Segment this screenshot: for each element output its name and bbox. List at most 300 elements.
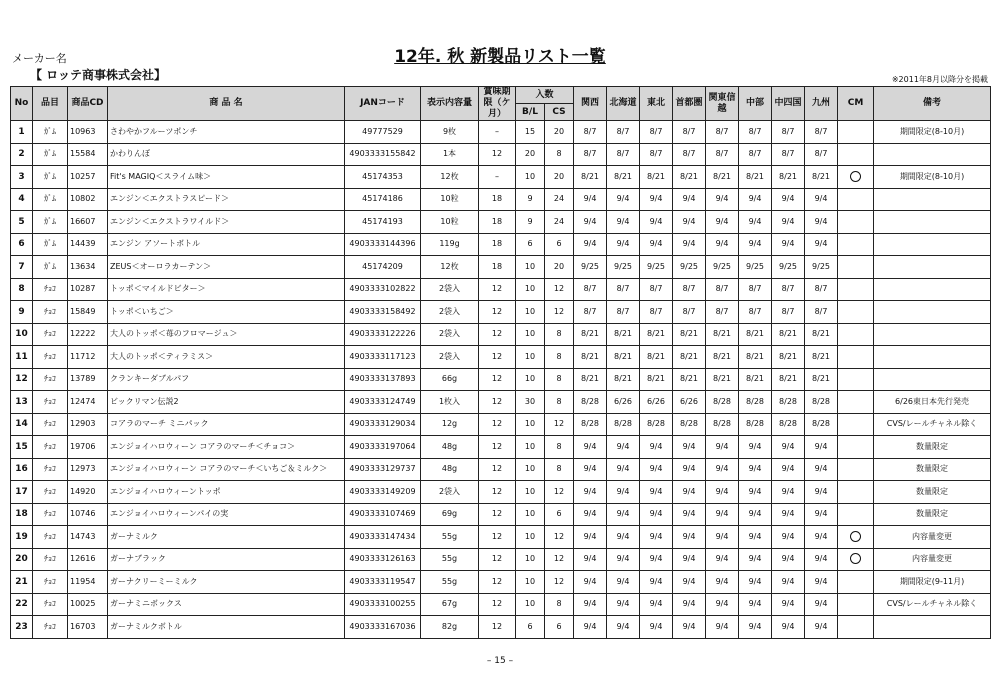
content-cell: 12枚 <box>421 256 479 279</box>
product-code-cell: 10963 <box>68 121 108 144</box>
cm-cell <box>838 121 874 144</box>
jan-code-cell: 4903333107469 <box>345 503 421 526</box>
cs-cell: 20 <box>545 121 574 144</box>
date-tohoku-cell: 8/7 <box>640 121 673 144</box>
jan-code-cell: 4903333100255 <box>345 593 421 616</box>
bl-cell: 10 <box>516 166 545 189</box>
content-cell: 66g <box>421 368 479 391</box>
jan-code-cell: 4903333117123 <box>345 346 421 369</box>
row-number: 9 <box>11 301 33 324</box>
date-kansai-cell: 9/4 <box>574 548 607 571</box>
product-name-cell: さわやかフルーツポンチ <box>108 121 345 144</box>
cs-cell: 12 <box>545 278 574 301</box>
row-number: 4 <box>11 188 33 211</box>
date-shutoken-cell: 8/28 <box>673 413 706 436</box>
date-shutoken-cell: 8/21 <box>673 368 706 391</box>
table-row <box>11 211 991 234</box>
date-kanto-shinetsu-cell: 8/21 <box>706 166 739 189</box>
date-hokkaido-cell: 9/4 <box>607 503 640 526</box>
shelf-life-cell: 12 <box>479 593 516 616</box>
date-shutoken-cell: 9/4 <box>673 481 706 504</box>
cs-cell: 6 <box>545 616 574 639</box>
product-code-cell: 13634 <box>68 256 108 279</box>
table-row <box>11 436 991 459</box>
date-kanto-shinetsu-cell: 8/7 <box>706 278 739 301</box>
date-kanto-shinetsu-cell: 9/4 <box>706 571 739 594</box>
date-kansai-cell: 8/7 <box>574 121 607 144</box>
date-kansai-cell: 9/25 <box>574 256 607 279</box>
date-chubu-cell: 9/4 <box>739 571 772 594</box>
date-chubu-cell: 9/4 <box>739 593 772 616</box>
date-chubu-cell: 9/4 <box>739 503 772 526</box>
shelf-life-cell: 12 <box>479 481 516 504</box>
product-name-cell: エンジョイハロウィーンパイの実 <box>108 503 345 526</box>
date-chubu-cell: 8/21 <box>739 368 772 391</box>
content-cell: 48g <box>421 436 479 459</box>
date-tohoku-cell: 9/4 <box>640 188 673 211</box>
category-cell: ﾁｮｺ <box>33 548 68 571</box>
date-kanto-shinetsu-cell: 8/21 <box>706 323 739 346</box>
date-chushikoku-cell: 8/21 <box>772 346 805 369</box>
remarks-cell: CVS/レールチャネル除く <box>874 413 991 436</box>
date-shutoken-cell: 9/4 <box>673 436 706 459</box>
table-row <box>11 391 991 414</box>
shelf-life-cell: 18 <box>479 256 516 279</box>
date-tohoku-cell: 9/4 <box>640 503 673 526</box>
content-cell: 82g <box>421 616 479 639</box>
bl-cell: 15 <box>516 121 545 144</box>
content-cell: 1本 <box>421 143 479 166</box>
date-shutoken-cell: 8/7 <box>673 278 706 301</box>
date-chushikoku-cell: 9/4 <box>772 188 805 211</box>
content-cell: 2袋入 <box>421 346 479 369</box>
category-cell: ﾁｮｺ <box>33 526 68 549</box>
product-code-cell: 14743 <box>68 526 108 549</box>
cs-cell: 8 <box>545 391 574 414</box>
product-name-cell: エンジョイハロウィーントッポ <box>108 481 345 504</box>
content-cell: 55g <box>421 548 479 571</box>
jan-code-cell: 4903333149209 <box>345 481 421 504</box>
date-hokkaido-cell: 8/21 <box>607 323 640 346</box>
category-cell: ｶﾞﾑ <box>33 233 68 256</box>
bl-cell: 10 <box>516 481 545 504</box>
date-kyushu-cell: 8/21 <box>805 323 838 346</box>
remarks-cell: 数量限定 <box>874 503 991 526</box>
date-chubu-cell: 9/4 <box>739 458 772 481</box>
content-cell: 2袋入 <box>421 301 479 324</box>
date-hokkaido-cell: 9/4 <box>607 616 640 639</box>
date-tohoku-cell: 9/4 <box>640 548 673 571</box>
date-kyushu-cell: 9/25 <box>805 256 838 279</box>
date-chubu-cell: 8/7 <box>739 301 772 324</box>
date-kyushu-cell: 8/7 <box>805 121 838 144</box>
date-chushikoku-cell: 8/28 <box>772 413 805 436</box>
date-kyushu-cell: 9/4 <box>805 211 838 234</box>
date-hokkaido-cell: 9/4 <box>607 436 640 459</box>
remarks-cell <box>874 301 991 324</box>
cm-cell <box>838 571 874 594</box>
content-cell: 2袋入 <box>421 278 479 301</box>
row-number: 13 <box>11 391 33 414</box>
product-code-cell: 12474 <box>68 391 108 414</box>
col-chushikoku: 中四国 <box>772 87 805 121</box>
date-hokkaido-cell: 9/4 <box>607 481 640 504</box>
bl-cell: 6 <box>516 233 545 256</box>
jan-code-cell: 4903333147434 <box>345 526 421 549</box>
product-table <box>10 86 991 639</box>
content-cell: 48g <box>421 458 479 481</box>
table-row <box>11 548 991 571</box>
table-row <box>11 458 991 481</box>
date-chubu-cell: 9/4 <box>739 481 772 504</box>
product-name-cell: かわりんぼ <box>108 143 345 166</box>
date-tohoku-cell: 9/4 <box>640 481 673 504</box>
listing-note: ※2011年8月以降分を掲載 <box>891 75 988 84</box>
row-number: 14 <box>11 413 33 436</box>
date-tohoku-cell: 9/4 <box>640 593 673 616</box>
cm-cell <box>838 323 874 346</box>
table-row <box>11 256 991 279</box>
shelf-life-cell: 12 <box>479 458 516 481</box>
product-code-cell: 12222 <box>68 323 108 346</box>
date-kansai-cell: 9/4 <box>574 458 607 481</box>
bl-cell: 30 <box>516 391 545 414</box>
row-number: 3 <box>11 166 33 189</box>
cm-cell <box>838 616 874 639</box>
table-row <box>11 278 991 301</box>
bl-cell: 10 <box>516 368 545 391</box>
product-name-cell: エンジン アソートボトル <box>108 233 345 256</box>
cm-circle-icon <box>850 171 861 182</box>
date-hokkaido-cell: 9/25 <box>607 256 640 279</box>
content-cell: 1枚入 <box>421 391 479 414</box>
jan-code-cell: 4903333129737 <box>345 458 421 481</box>
row-number: 20 <box>11 548 33 571</box>
col-jan: JANコード <box>345 87 421 121</box>
date-kanto-shinetsu-cell: 9/4 <box>706 458 739 481</box>
shelf-life-cell: 18 <box>479 211 516 234</box>
date-tohoku-cell: 8/21 <box>640 346 673 369</box>
product-name-cell: ガーナミニボックス <box>108 593 345 616</box>
col-kyushu: 九州 <box>805 87 838 121</box>
table-row <box>11 346 991 369</box>
row-number: 5 <box>11 211 33 234</box>
product-code-cell: 10802 <box>68 188 108 211</box>
maker-label: メーカー名 <box>12 52 67 65</box>
cs-cell: 8 <box>545 346 574 369</box>
col-remarks: 備考 <box>874 87 991 121</box>
col-cm: CM <box>838 87 874 121</box>
date-kanto-shinetsu-cell: 9/4 <box>706 211 739 234</box>
product-name-cell: エンジョイハロウィーン コアラのマーチ＜いちご＆ミルク＞ <box>108 458 345 481</box>
date-chushikoku-cell: 9/4 <box>772 233 805 256</box>
cs-cell: 12 <box>545 301 574 324</box>
date-kanto-shinetsu-cell: 9/4 <box>706 616 739 639</box>
date-tohoku-cell: 9/4 <box>640 616 673 639</box>
product-code-cell: 15584 <box>68 143 108 166</box>
jan-code-cell: 45174186 <box>345 188 421 211</box>
date-kansai-cell: 8/28 <box>574 413 607 436</box>
shelf-life-cell: 12 <box>479 346 516 369</box>
date-tohoku-cell: 9/4 <box>640 526 673 549</box>
date-kansai-cell: 9/4 <box>574 503 607 526</box>
date-chubu-cell: 9/4 <box>739 188 772 211</box>
product-name-cell: ビックリマン伝説2 <box>108 391 345 414</box>
remarks-cell <box>874 188 991 211</box>
date-chushikoku-cell: 9/4 <box>772 436 805 459</box>
date-kyushu-cell: 9/4 <box>805 233 838 256</box>
table-row <box>11 571 991 594</box>
table-row <box>11 368 991 391</box>
bl-cell: 10 <box>516 436 545 459</box>
product-code-cell: 10287 <box>68 278 108 301</box>
product-rows <box>11 121 991 639</box>
date-kyushu-cell: 9/4 <box>805 458 838 481</box>
date-tohoku-cell: 8/21 <box>640 368 673 391</box>
product-name-cell: トッポ＜いちご＞ <box>108 301 345 324</box>
product-code-cell: 12903 <box>68 413 108 436</box>
category-cell: ﾁｮｺ <box>33 571 68 594</box>
content-cell: 69g <box>421 503 479 526</box>
product-code-cell: 19706 <box>68 436 108 459</box>
product-code-cell: 16607 <box>68 211 108 234</box>
col-chubu: 中部 <box>739 87 772 121</box>
date-kansai-cell: 8/21 <box>574 166 607 189</box>
date-kanto-shinetsu-cell: 9/25 <box>706 256 739 279</box>
content-cell: 10粒 <box>421 211 479 234</box>
cm-cell <box>838 278 874 301</box>
product-name-cell: ガーナミルク <box>108 526 345 549</box>
product-code-cell: 11954 <box>68 571 108 594</box>
category-cell: ｶﾞﾑ <box>33 211 68 234</box>
category-cell: ﾁｮｺ <box>33 413 68 436</box>
product-code-cell: 12973 <box>68 458 108 481</box>
col-code: 商品CD <box>68 87 108 121</box>
jan-code-cell: 4903333167036 <box>345 616 421 639</box>
date-chushikoku-cell: 8/21 <box>772 323 805 346</box>
date-chushikoku-cell: 8/21 <box>772 368 805 391</box>
remarks-cell <box>874 233 991 256</box>
date-hokkaido-cell: 9/4 <box>607 188 640 211</box>
date-kansai-cell: 9/4 <box>574 616 607 639</box>
row-number: 17 <box>11 481 33 504</box>
jan-code-cell: 4903333144396 <box>345 233 421 256</box>
date-chushikoku-cell: 8/7 <box>772 143 805 166</box>
cm-cell <box>838 436 874 459</box>
shelf-life-cell: 12 <box>479 413 516 436</box>
remarks-cell: 数量限定 <box>874 436 991 459</box>
date-chushikoku-cell: 8/7 <box>772 278 805 301</box>
bl-cell: 10 <box>516 503 545 526</box>
date-kyushu-cell: 9/4 <box>805 548 838 571</box>
cs-cell: 6 <box>545 503 574 526</box>
shelf-life-cell: 18 <box>479 188 516 211</box>
date-hokkaido-cell: 8/28 <box>607 413 640 436</box>
remarks-cell: 数量限定 <box>874 458 991 481</box>
date-shutoken-cell: 9/4 <box>673 526 706 549</box>
cm-cell <box>838 526 874 549</box>
bl-cell: 20 <box>516 143 545 166</box>
category-cell: ﾁｮｺ <box>33 593 68 616</box>
table-row <box>11 526 991 549</box>
cm-cell <box>838 233 874 256</box>
jan-code-cell: 49777529 <box>345 121 421 144</box>
col-shelf-life: 賞味期限（ケ月） <box>479 87 516 121</box>
date-shutoken-cell: 8/21 <box>673 323 706 346</box>
date-chubu-cell: 8/21 <box>739 346 772 369</box>
col-cs: CS <box>545 104 574 121</box>
cs-cell: 8 <box>545 593 574 616</box>
date-kanto-shinetsu-cell: 8/7 <box>706 301 739 324</box>
product-name-cell: エンジン＜エクストラスピード＞ <box>108 188 345 211</box>
date-tohoku-cell: 8/7 <box>640 143 673 166</box>
date-kansai-cell: 9/4 <box>574 526 607 549</box>
content-cell: 55g <box>421 571 479 594</box>
col-hokkaido: 北海道 <box>607 87 640 121</box>
date-kyushu-cell: 8/7 <box>805 301 838 324</box>
remarks-cell: 内容量変更 <box>874 526 991 549</box>
cs-cell: 8 <box>545 323 574 346</box>
shelf-life-cell: 12 <box>479 503 516 526</box>
table-row <box>11 166 991 189</box>
row-number: 22 <box>11 593 33 616</box>
shelf-life-cell: 12 <box>479 616 516 639</box>
date-hokkaido-cell: 9/4 <box>607 548 640 571</box>
header-row-1 <box>11 87 991 104</box>
date-kyushu-cell: 8/21 <box>805 166 838 189</box>
bl-cell: 10 <box>516 571 545 594</box>
content-cell: 67g <box>421 593 479 616</box>
product-code-cell: 14920 <box>68 481 108 504</box>
jan-code-cell: 4903333119547 <box>345 571 421 594</box>
date-shutoken-cell: 9/4 <box>673 616 706 639</box>
row-number: 12 <box>11 368 33 391</box>
col-category: 品目 <box>33 87 68 121</box>
cs-cell: 8 <box>545 368 574 391</box>
remarks-cell <box>874 278 991 301</box>
content-cell: 55g <box>421 526 479 549</box>
company-name: 【 ロッテ商事株式会社】 <box>30 68 166 82</box>
table-row <box>11 301 991 324</box>
date-chushikoku-cell: 8/21 <box>772 166 805 189</box>
bl-cell: 10 <box>516 526 545 549</box>
row-number: 6 <box>11 233 33 256</box>
remarks-cell: 数量限定 <box>874 481 991 504</box>
date-shutoken-cell: 9/4 <box>673 188 706 211</box>
cm-cell <box>838 368 874 391</box>
product-name-cell: ガーナミルクボトル <box>108 616 345 639</box>
date-shutoken-cell: 8/7 <box>673 143 706 166</box>
product-name-cell: ZEUS＜オーロラカーテン＞ <box>108 256 345 279</box>
date-hokkaido-cell: 8/7 <box>607 143 640 166</box>
date-hokkaido-cell: 9/4 <box>607 458 640 481</box>
remarks-cell: 内容量変更 <box>874 548 991 571</box>
cm-cell <box>838 391 874 414</box>
product-name-cell: クランキーダブルパフ <box>108 368 345 391</box>
cm-cell <box>838 166 874 189</box>
bl-cell: 9 <box>516 188 545 211</box>
content-cell: 9枚 <box>421 121 479 144</box>
cs-cell: 24 <box>545 188 574 211</box>
product-name-cell: コアラのマーチ ミニパック <box>108 413 345 436</box>
row-number: 11 <box>11 346 33 369</box>
date-shutoken-cell: 9/4 <box>673 548 706 571</box>
date-chubu-cell: 9/4 <box>739 548 772 571</box>
category-cell: ｶﾞﾑ <box>33 121 68 144</box>
col-name: 商 品 名 <box>108 87 345 121</box>
date-chubu-cell: 8/7 <box>739 278 772 301</box>
cs-cell: 8 <box>545 458 574 481</box>
table-row <box>11 616 991 639</box>
date-shutoken-cell: 8/21 <box>673 346 706 369</box>
content-cell: 10粒 <box>421 188 479 211</box>
date-chubu-cell: 8/28 <box>739 391 772 414</box>
date-kanto-shinetsu-cell: 9/4 <box>706 503 739 526</box>
date-kyushu-cell: 9/4 <box>805 436 838 459</box>
date-chushikoku-cell: 9/4 <box>772 593 805 616</box>
date-chushikoku-cell: 9/4 <box>772 211 805 234</box>
date-kansai-cell: 8/28 <box>574 391 607 414</box>
jan-code-cell: 4903333122226 <box>345 323 421 346</box>
shelf-life-cell: 12 <box>479 391 516 414</box>
shelf-life-cell: 12 <box>479 526 516 549</box>
date-kansai-cell: 9/4 <box>574 571 607 594</box>
remarks-cell <box>874 368 991 391</box>
col-kansai: 関西 <box>574 87 607 121</box>
date-chubu-cell: 8/7 <box>739 121 772 144</box>
cm-cell <box>838 301 874 324</box>
bl-cell: 9 <box>516 211 545 234</box>
jan-code-cell: 4903333197064 <box>345 436 421 459</box>
date-kyushu-cell: 9/4 <box>805 616 838 639</box>
shelf-life-cell: – <box>479 121 516 144</box>
date-hokkaido-cell: 8/7 <box>607 278 640 301</box>
date-kanto-shinetsu-cell: 8/28 <box>706 391 739 414</box>
col-content: 表示内容量 <box>421 87 479 121</box>
product-name-cell: Fit's MAGIQ＜スライム味＞ <box>108 166 345 189</box>
date-chushikoku-cell: 9/25 <box>772 256 805 279</box>
date-chushikoku-cell: 8/7 <box>772 121 805 144</box>
bl-cell: 10 <box>516 458 545 481</box>
cm-cell <box>838 211 874 234</box>
date-kyushu-cell: 9/4 <box>805 593 838 616</box>
date-tohoku-cell: 9/4 <box>640 233 673 256</box>
shelf-life-cell: 12 <box>479 323 516 346</box>
product-code-cell: 10257 <box>68 166 108 189</box>
bl-cell: 6 <box>516 616 545 639</box>
bl-cell: 10 <box>516 323 545 346</box>
date-chushikoku-cell: 9/4 <box>772 526 805 549</box>
category-cell: ﾁｮｺ <box>33 301 68 324</box>
date-chushikoku-cell: 9/4 <box>772 458 805 481</box>
date-tohoku-cell: 9/4 <box>640 458 673 481</box>
date-kanto-shinetsu-cell: 8/28 <box>706 413 739 436</box>
product-code-cell: 12616 <box>68 548 108 571</box>
table-row <box>11 413 991 436</box>
date-kanto-shinetsu-cell: 8/21 <box>706 346 739 369</box>
remarks-cell <box>874 616 991 639</box>
date-chushikoku-cell: 9/4 <box>772 571 805 594</box>
date-kansai-cell: 9/4 <box>574 211 607 234</box>
page-number: – 15 – <box>486 656 514 666</box>
date-hokkaido-cell: 8/7 <box>607 301 640 324</box>
remarks-cell <box>874 256 991 279</box>
cs-cell: 20 <box>545 166 574 189</box>
category-cell: ﾁｮｺ <box>33 278 68 301</box>
cm-cell <box>838 503 874 526</box>
date-chushikoku-cell: 9/4 <box>772 616 805 639</box>
category-cell: ﾁｮｺ <box>33 346 68 369</box>
